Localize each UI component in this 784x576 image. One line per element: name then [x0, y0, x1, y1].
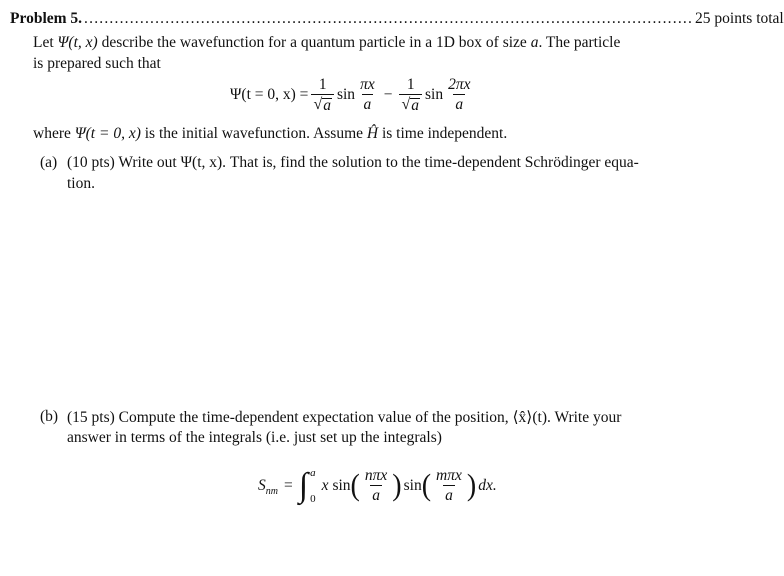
- intro-line-1: [33, 34, 620, 52]
- eq1-root-1: a: [323, 97, 331, 114]
- eq1-arg-den-2: a: [455, 96, 464, 113]
- lower-limit: 0: [310, 493, 316, 505]
- eq1-arg-num-1: πx: [360, 76, 375, 93]
- eq1-coefficient-2: [399, 77, 422, 113]
- eq1-root-2: a: [411, 97, 419, 114]
- eq1-den-2: √ a: [399, 94, 422, 113]
- paren-close-2: ): [466, 468, 477, 503]
- integral-limits: [310, 467, 316, 505]
- problem-header: [10, 10, 784, 30]
- initial-wavefunction-equation: [230, 72, 476, 118]
- eq2-num-2: mπx: [436, 467, 462, 484]
- where-psi0: Ψ(t = 0, x): [74, 125, 141, 142]
- intro-line-2: is prepared such that: [33, 55, 161, 72]
- eq2-sub: nm: [265, 485, 278, 497]
- integral-equation: [258, 458, 497, 514]
- problem-title: Problem 5.: [10, 10, 83, 27]
- intro-prefix: Let: [33, 34, 58, 51]
- paren-close-1: ): [392, 468, 402, 503]
- part-a-line-1: (10 pts) Write out Ψ(t, x). That is, find the solution to the time-dependent Schrödinger equa-: [67, 154, 639, 171]
- part-a-label: (a): [40, 154, 58, 171]
- eq2-num-1: nπx: [364, 467, 388, 484]
- where-hamiltonian: Ĥ: [366, 125, 379, 142]
- intro-box-size: a: [530, 34, 539, 51]
- eq1-num-2: 1: [406, 76, 415, 93]
- eq2-S: S: [258, 477, 266, 494]
- intro-middle: describe the wavefunction for a quantum particle in a 1D box of size: [97, 34, 531, 51]
- eq2-x: x: [321, 477, 329, 494]
- part-a-line-2: tion.: [67, 175, 95, 192]
- dot-leaders: ........................................................................................................................: [84, 10, 694, 27]
- eq1-arg-2: [446, 77, 472, 113]
- eq1-arg-1: [358, 77, 377, 113]
- eq1-sin-1: sin: [336, 86, 356, 103]
- part-b-line-1: (15 pts) Compute the time-dependent expectation value of the position, ⟨x̂⟩(t). Write your: [67, 409, 622, 426]
- upper-limit: a: [310, 467, 316, 479]
- eq2-arg-1: [363, 468, 389, 504]
- eq2-sin-2: sin: [403, 477, 422, 494]
- paren-open-1: (: [350, 468, 360, 503]
- intro-suffix: . The particle: [538, 34, 621, 51]
- eq1-sin-2: sin: [425, 86, 444, 103]
- part-b-label: (b): [40, 408, 59, 425]
- intro-psi: Ψ(t, x): [57, 34, 98, 51]
- eq2-den-2: a: [445, 487, 453, 504]
- eq1-minus: −: [383, 86, 393, 103]
- eq2-dx: dx.: [478, 477, 497, 494]
- problem-points: 25 points total: [695, 10, 784, 27]
- eq1-arg-den-1: a: [363, 96, 372, 113]
- eq1-num-1: 1: [318, 76, 327, 93]
- where-line: [33, 125, 507, 143]
- eq1-coefficient-1: [311, 77, 334, 113]
- paren-open-2: (: [421, 468, 432, 503]
- part-b-line-2: answer in terms of the integrals (i.e. just set up the integrals): [67, 429, 442, 446]
- eq2-sin-1: sin: [332, 477, 351, 494]
- where-prefix: where: [33, 125, 75, 142]
- where-suffix: is time independent.: [378, 125, 508, 142]
- eq2-arg-2: [434, 468, 464, 504]
- where-middle: is the initial wavefunction. Assume: [140, 125, 367, 142]
- eq1-lhs: Ψ(t = 0, x) =: [230, 86, 309, 103]
- eq1-den-1: √ a: [311, 94, 334, 113]
- eq1-arg-num-2: 2πx: [448, 76, 471, 93]
- eq2-equals: =: [283, 477, 293, 494]
- eq2-den-1: a: [372, 487, 380, 504]
- integral-sign: ∫: [298, 467, 309, 504]
